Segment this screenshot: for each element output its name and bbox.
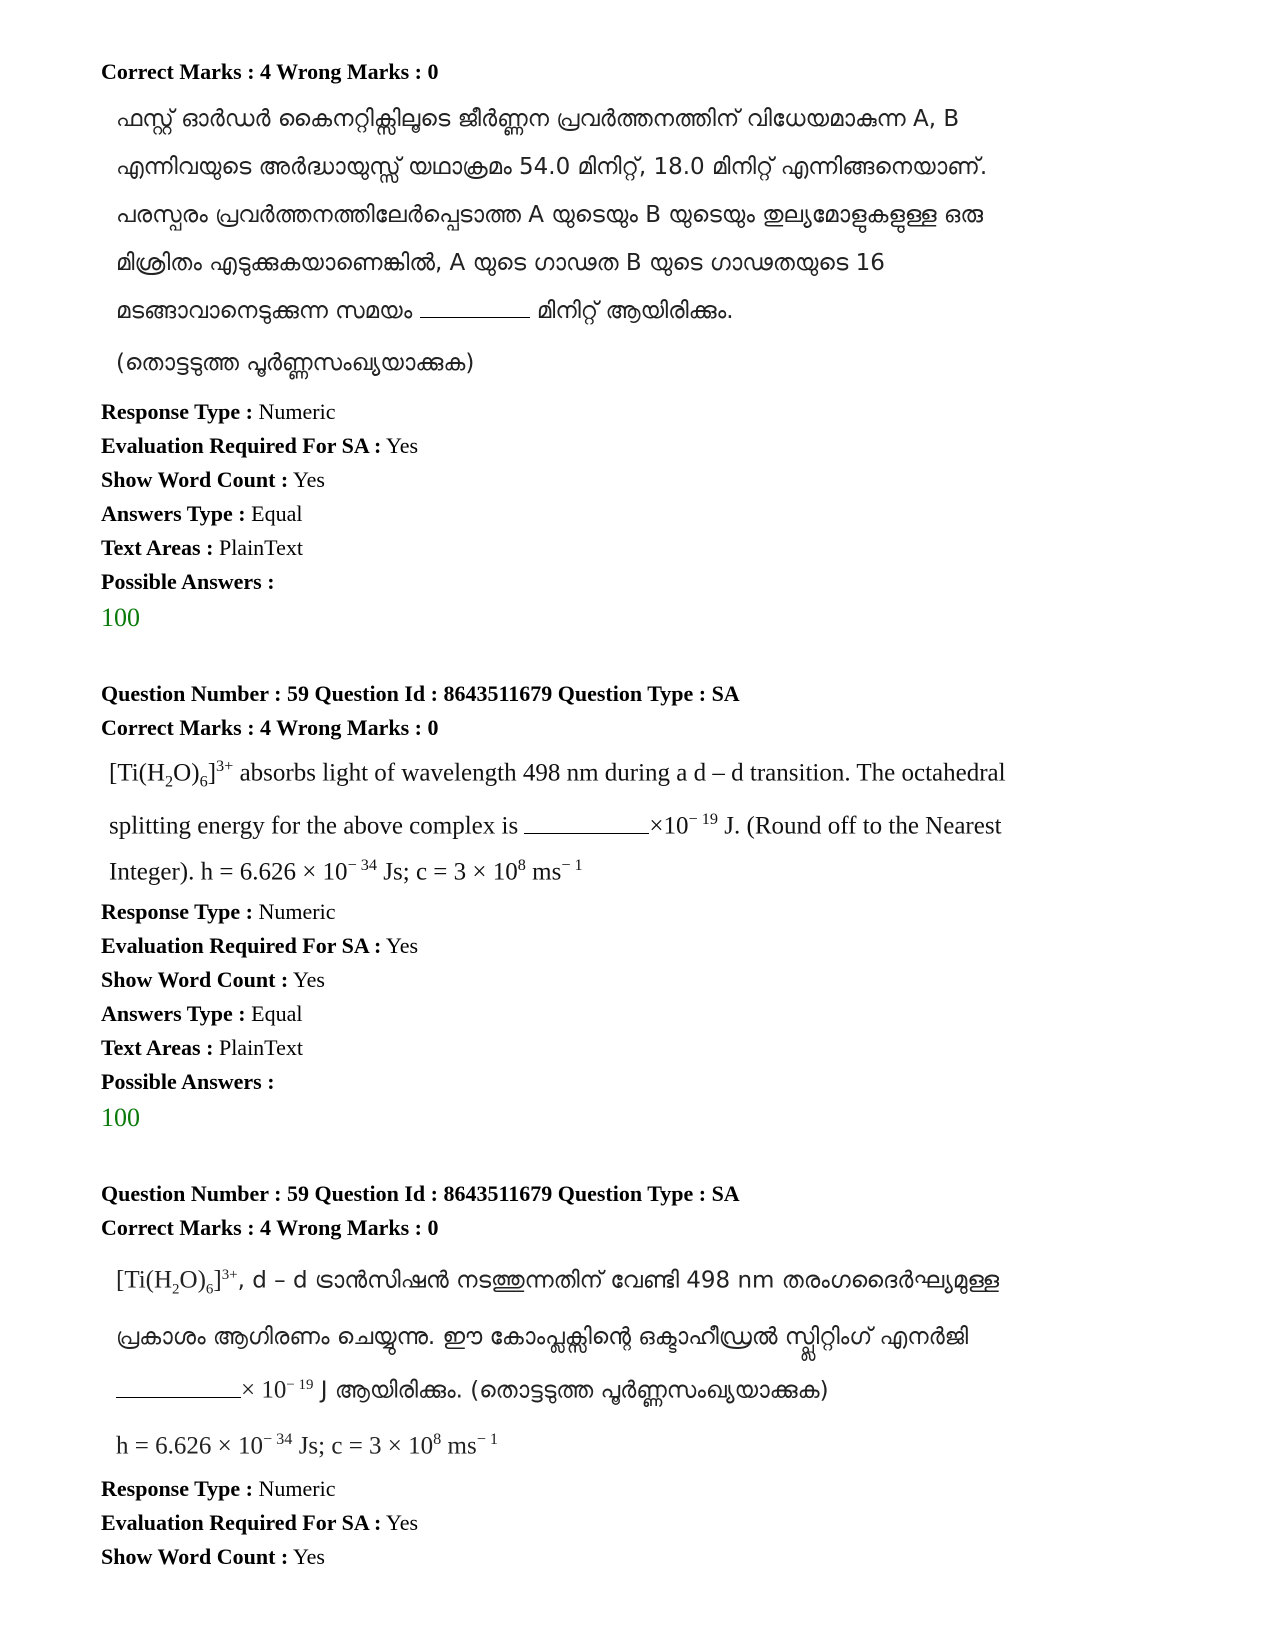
field-response-type: Response Type : Numeric [101,399,336,424]
document-page [101,55,1181,1574]
field-show-word-count: Show Word Count : Yes [101,467,325,492]
answer-blank [420,317,530,318]
question-line: പരസ്പരം പ്രവർത്തനത്തിലേർപ്പെടാത്ത A യുടെയും B യുടെയും തുല്യമോളുകളുള്ള ഒരു [116,202,983,228]
question-line: ഫസ്റ്റ് ഓർഡർ കൈനറ്റിക്സിലൂടെ ജീർണ്ണന പ്രവർത്തനത്തിന് വിധേയമാകുന്ന A, B [116,106,960,132]
field-evaluation-required: Evaluation Required For SA : Yes [101,1510,419,1536]
field-possible-answers: Possible Answers : [101,569,275,594]
question-line: എന്നിവയുടെ അർദ്ധായുസ്സ് യഥാക്രമം 54.0 മിനിറ്റ്, 18.0 മിനിറ്റ് എന്നിങ്ങനെയാണ്. [116,154,988,180]
question-line: Integer). $h = 6.626 \times 10^{- 34}$ Js; $c = 3 \times 10^8$ $ms^{- 1}$ [109,855,583,885]
question-line: മിശ്രിതം എടുക്കുകയാണെങ്കിൽ, A യുടെ ഗാഢത B യുടെ ഗാഢതയുടെ 16 [116,250,885,276]
field-text-areas: Text Areas : PlainText [101,1034,303,1060]
question-line: $[Ti(H_2O)_6]^{3+}$, d – d ട്രാൻസിഷൻ നടത്തുന്നതിന് വേണ്ടി 498 nm തരംഗദൈർഘ്യമുള്ള [116,1266,1000,1298]
answer-blank [116,1397,241,1398]
field-evaluation-required: Evaluation Required For SA : Yes [101,932,419,958]
question-text-malayalam [116,95,1176,387]
question-line [116,287,1176,335]
field-evaluation-required: Evaluation Required For SA : Yes [101,433,419,458]
field-possible-answers: Possible Answers : [101,1068,275,1094]
question-text-malayalam [116,1251,1176,1470]
field-answers-type: Answers Type : Equal [101,501,303,526]
question-text-part: മിനിറ്റ് ആയിരിക്കും. [536,298,734,324]
field-answers-type: Answers Type : Equal [101,1000,303,1026]
marks-line: Correct Marks : 4 Wrong Marks : 0 [101,59,439,84]
question-text-english [109,747,1177,891]
question-line: (തൊട്ടടുത്ത പൂർണ്ണസംഖ്യയാക്കുക) [116,350,475,376]
question-line: പ്രകാശം ആഗിരണം ചെയ്യുന്നു. ഈ കോംപ്ലക്സിന്റെ ഒക്ടാഹീഡ്രൽ സ്പ്ലിറ്റിംഗ് എനർജി [116,1324,969,1351]
question-header: Question Number : 59 Question Id : 8643511679 Question Type : SA [101,681,740,706]
question-line: $h = 6.626 \times 10^{- 34}$ Js; $c = 3 \times 10^8$ $ms^{- 1}$ [116,1429,499,1460]
field-response-type: Response Type : Numeric [101,898,336,924]
possible-answer-value: 100 [101,1102,140,1132]
question-header: Question Number : 59 Question Id : 8643511679 Question Type : SA [101,1180,740,1206]
question-line: × $10^{- 19}$ J ആയിരിക്കും. (തൊട്ടടുത്ത പൂർണ്ണസംഖ്യയാക്കുക) [116,1361,1176,1415]
possible-answer-value: 100 [101,603,140,632]
question-line: splitting energy for the above complex is $\times 10^{- 19}$ J. (Round off to the Nearest [109,810,1002,840]
marks-line: Correct Marks : 4 Wrong Marks : 0 [101,1214,439,1240]
field-show-word-count: Show Word Count : Yes [101,1544,325,1570]
field-response-type: Response Type : Numeric [101,1476,336,1502]
field-show-word-count: Show Word Count : Yes [101,966,325,992]
question-line: $[Ti(H_2O)_6]^{3+}$ absorbs light of wavelength 498 nm during a d – d transition. The octahedral [109,757,1006,791]
marks-line: Correct Marks : 4 Wrong Marks : 0 [101,715,439,740]
question-text-part: മടങ്ങാവാനെടുക്കുന്ന സമയം [116,298,413,324]
answer-blank [524,833,649,834]
field-text-areas: Text Areas : PlainText [101,535,303,560]
